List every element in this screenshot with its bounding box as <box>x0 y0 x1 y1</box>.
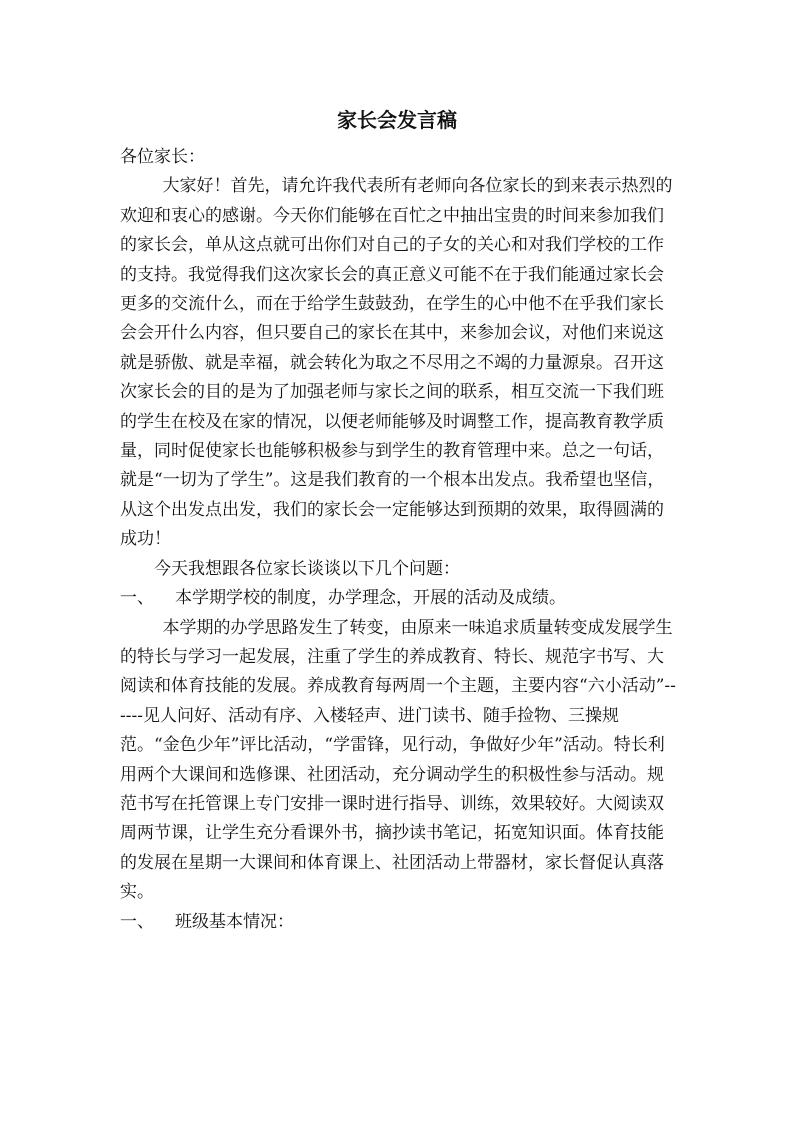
paragraph-intro: 今天我想跟各位家长谈谈以下几个问题： <box>154 558 460 579</box>
section-heading-text-1: 本学期学校的制度，办学理念，开展的活动及成绩。 <box>175 588 566 609</box>
document-title: 家长会发言稿 <box>337 108 457 132</box>
paragraph-welcome: 大家好！首先，请允许我代表所有老师向各位家长的到来表示热烈的欢迎和衷心的感谢。今天你们能够在百忙之中抽出宝贵的时间来参加我们的家长会，单从这点就可出你们对自己的子女的关心和对我们学校的工作的支持。我觉得我们这次家长会的真正意义可能不在于我们能通过家长会更多的交流什么，而在于给学生鼓鼓劲，在学生的心中他不在乎我们家长会会开什么内容，但只要自己的家长在其中，来参加会议，对他们来说这就是骄傲、就是幸福，就会转化为取之不尽用之不竭的力量源泉。召开这次家长会的目的是为了加强老师与家长之间的联系，相互交流一下我们班的学生在校及在家的情况，以便老师能够及时调整工作，提高教育教学质量，同时促使家长也能够积极参与到学生的教育管理中来。总之一句话，就是“一切为了学生”。这是我们教育的一个根本出发点。我希望也坚信，从这个出发点出发，我们的家长会一定能够达到预期的效果，取得圆满的成功！ <box>120 176 673 550</box>
section-heading-2 <box>120 908 676 937</box>
salutation: 各位家长： <box>120 147 205 167</box>
section-number-1: 一、 <box>120 588 154 609</box>
section-heading-1 <box>120 584 676 613</box>
section-heading-text-2: 班级基本情况： <box>175 911 294 932</box>
section-number-2: 一、 <box>120 911 154 932</box>
paragraph-section-1: 本学期的办学思路发生了转变，由原来一味追求质量转变成发展学生的特长与学习一起发展，注重了学生的养成教育、特长、规范字书写、大阅读和体育技能的发展。养成教育每两周一个主题，主要内容“六小活动”------见人问好、活动有序、入楼轻声、进门读书、随手捡物、三操规范。“金色少年”评比活动，“学雷锋，见行动，争做好少年”活动。特长利用两个大课间和选修课、社团活动，充分调动学生的积极性参与活动。规范书写在托管课上专门安排一课时进行指导、训练，效果较好。大阅读双周两节课，让学生充分看课外书，摘抄读书笔记，拓宽知识面。体育技能的发展在星期一大课间和体育课上、社团活动上带器材，家长督促认真落实。 <box>120 617 676 903</box>
document-body <box>120 143 676 937</box>
